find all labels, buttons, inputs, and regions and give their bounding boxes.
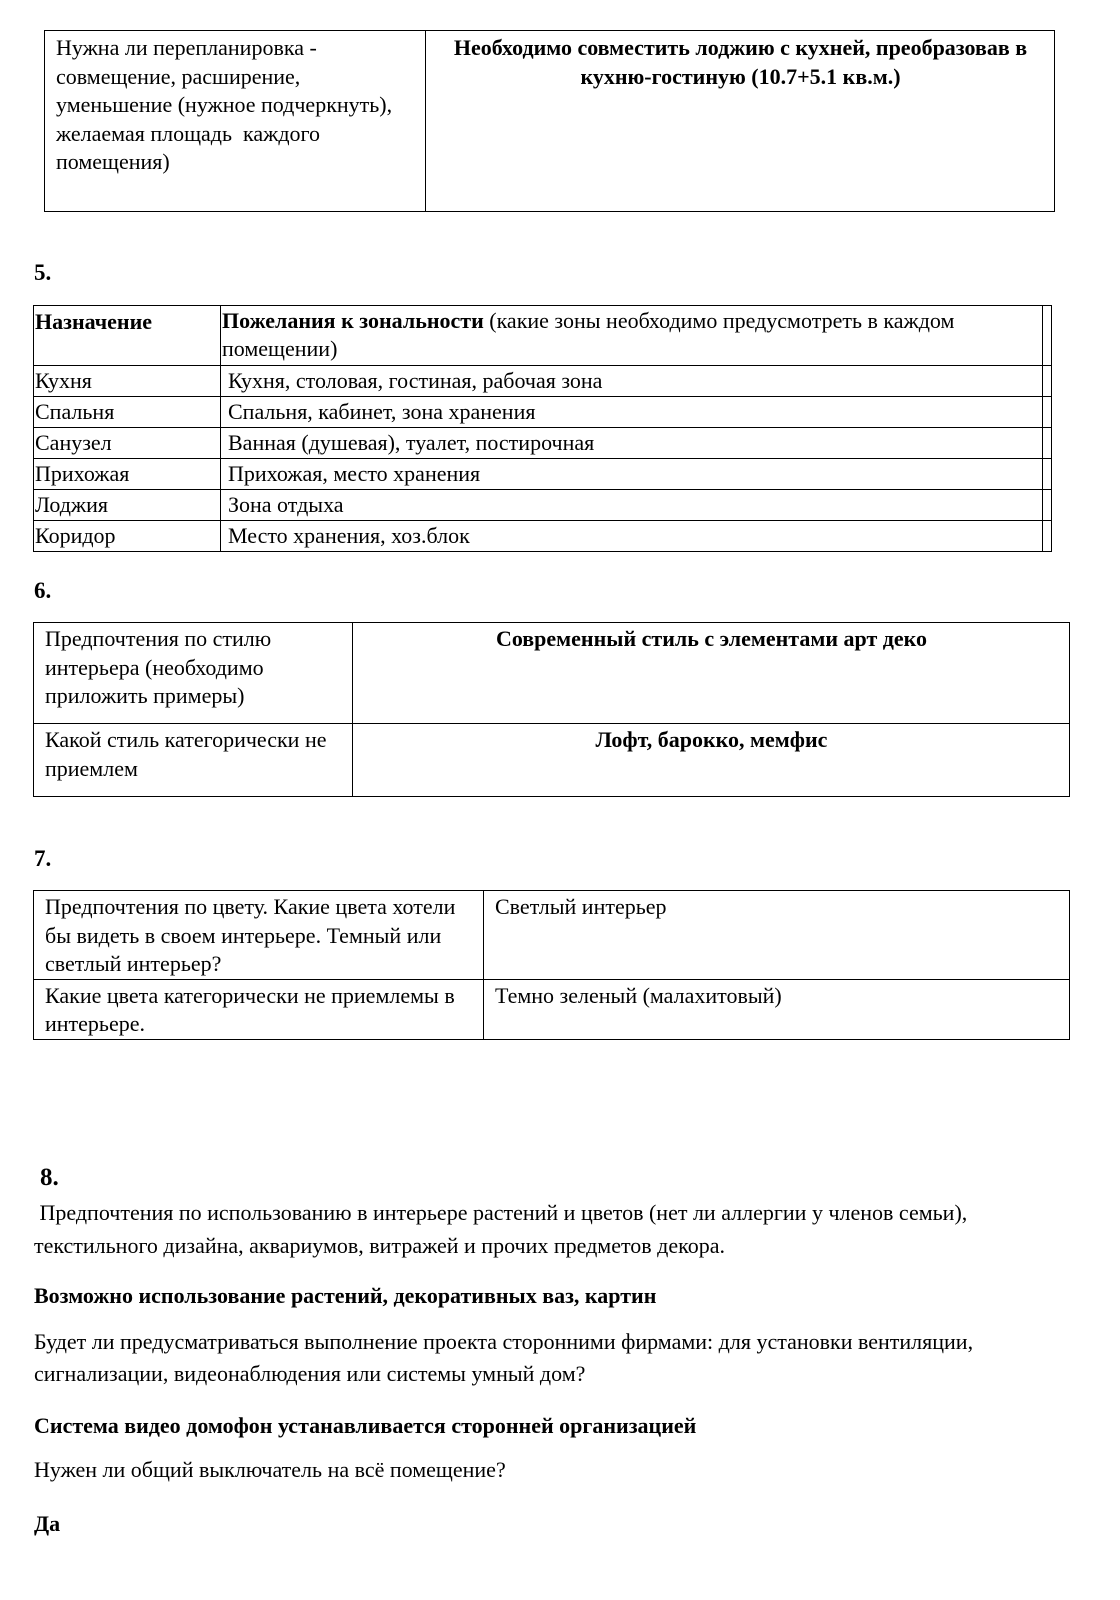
color-preference-answer: Светлый интерьер [484,891,1070,980]
zoning-room: Лоджия [34,490,221,521]
decor-answer: Возможно использование растений, декоративных ваз, картин [34,1283,657,1308]
zoning-spacer [1043,490,1052,521]
table-row [34,366,1052,397]
zoning-zones: Прихожая, место хранения [221,459,1043,490]
section-7-number: 7. [34,846,52,871]
zoning-spacer [1043,397,1052,428]
zoning-room: Санузел [34,428,221,459]
zoning-zones: Зона отдыха [221,490,1043,521]
zoning-room: Кухня [34,366,221,397]
third-party-answer: Система видео домофон устанавливается сторонней организацией [34,1413,697,1438]
table-row [34,459,1052,490]
color-rejected-answer: Темно зеленый (малахитовый) [484,979,1070,1039]
zoning-header-spacer [1043,306,1052,366]
replanning-table [44,30,1055,212]
style-preference-answer: Современный стиль с элементами арт деко [353,623,1070,724]
table-row [34,397,1052,428]
master-switch-question: Нужен ли общий выключатель на всё помещение? [34,1457,506,1482]
zoning-room: Спальня [34,397,221,428]
zoning-zones: Спальня, кабинет, зона хранения [221,397,1043,428]
zoning-header-wishes: Пожелания к зональности (какие зоны необходимо предусмотреть в каждом помещении) [221,306,1043,366]
zoning-table [33,305,1052,552]
section-6-number: 6. [34,578,52,603]
style-rejected-question: Какой стиль категорически не приемлем [34,724,353,797]
color-preference-question: Предпочтения по цвету. Какие цвета хотели бы видеть в своем интерьере. Темный или светлый интерьер? [34,891,484,980]
color-rejected-question: Какие цвета категорически не приемлемы в интерьере. [34,979,484,1039]
zoning-room: Прихожая [34,459,221,490]
style-table [33,622,1070,797]
zoning-zones: Кухня, столовая, гостиная, рабочая зона [221,366,1043,397]
zoning-spacer [1043,366,1052,397]
zoning-room: Коридор [34,521,221,552]
third-party-question: Будет ли предусматриваться выполнение проекта сторонними фирмами: для установки вентиляции, сигнализации, видеонаблюдения или системы умный дом? [34,1329,974,1386]
color-table [33,890,1070,1040]
zoning-spacer [1043,459,1052,490]
zoning-zones: Ванная (душевая), туалет, постирочная [221,428,1043,459]
table-row [34,521,1052,552]
section-5-number: 5. [34,260,52,285]
replanning-question: Нужна ли перепланировка - совмещение, расширение, уменьшение (нужное подчеркнуть), желаемая площадь каждого помещения) [45,31,426,212]
table-row [34,490,1052,521]
zoning-spacer [1043,428,1052,459]
decor-question: Предпочтения по использованию в интерьере растений и цветов (нет ли аллергии у членов семьи), текстильного дизайна, аквариумов, витражей и прочих предметов декора. [34,1200,973,1258]
table-row [34,428,1052,459]
section-8-number: 8. [40,1164,59,1191]
zoning-zones: Место хранения, хоз.блок [221,521,1043,552]
zoning-spacer [1043,521,1052,552]
master-switch-answer: Да [34,1511,61,1536]
replanning-answer: Необходимо совместить лоджию с кухней, преобразовав в кухню-гостиную (10.7+5.1 кв.м.) [426,31,1055,212]
style-rejected-answer: Лофт, барокко, мемфис [353,724,1070,797]
style-preference-question: Предпочтения по стилю интерьера (необходимо приложить примеры) [34,623,353,724]
zoning-header-purpose: Назначение [34,306,221,366]
